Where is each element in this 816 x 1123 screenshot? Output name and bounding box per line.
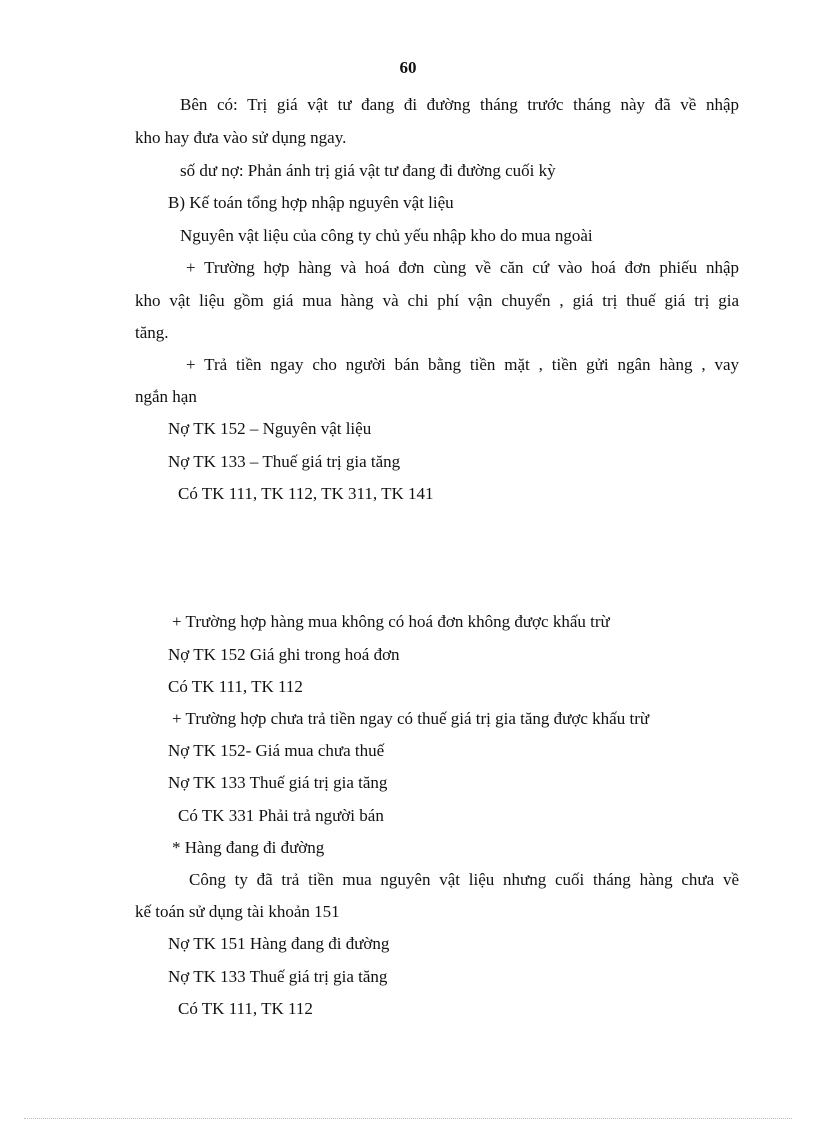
footer-divider xyxy=(24,1118,792,1119)
text-line: Nợ TK 133 Thuế giá trị gia tăng xyxy=(168,773,388,792)
text-line: Nợ TK 133 Thuế giá trị gia tăng xyxy=(168,967,388,986)
text-line: số dư nợ: Phản ánh trị giá vật tư đang đi đường cuối kỳ xyxy=(180,161,556,180)
text-line: + Trả tiền ngay cho người bán bằng tiền mặt , tiền gửi ngân hàng , vay xyxy=(186,355,739,374)
text-line: Bên có: Trị giá vật tư đang đi đường tháng trước tháng này đã về nhập xyxy=(180,95,739,114)
text-line: + Trường hợp hàng mua không có hoá đơn không được khấu trừ xyxy=(172,612,610,631)
text-line: kho hay đưa vào sử dụng ngay. xyxy=(135,128,347,147)
text-line: Nguyên vật liệu của công ty chủ yếu nhập kho do mua ngoài xyxy=(180,226,593,245)
text-line: * Hàng đang đi đường xyxy=(172,838,325,857)
text-line: kế toán sử dụng tài khoản 151 xyxy=(135,902,340,921)
text-line: Có TK 331 Phải trả người bán xyxy=(178,806,384,825)
text-line: + Trường hợp chưa trả tiền ngay có thuế giá trị gia tăng được khấu trừ xyxy=(172,709,650,728)
page-number: 60 xyxy=(399,58,417,77)
text-line: Nợ TK 152 Giá ghi trong hoá đơn xyxy=(168,645,400,664)
text-line: Nợ TK 133 – Thuế giá trị gia tăng xyxy=(168,452,401,471)
text-line: kho vật liệu gồm giá mua hàng và chi phí vận chuyển , giá trị thuế giá trị gia xyxy=(135,291,739,310)
text-line: Có TK 111, TK 112, TK 311, TK 141 xyxy=(178,484,434,503)
text-line: Có TK 111, TK 112 xyxy=(178,999,313,1018)
text-line: tăng. xyxy=(135,323,169,342)
text-line: Nợ TK 151 Hàng đang đi đường xyxy=(168,934,390,953)
text-line: Có TK 111, TK 112 xyxy=(168,677,303,696)
text-line: + Trường hợp hàng và hoá đơn cùng về căn cứ vào hoá đơn phiếu nhập xyxy=(186,258,739,277)
text-line: B) Kế toán tổng hợp nhập nguyên vật liệu xyxy=(168,193,454,212)
text-line: Nợ TK 152- Giá mua chưa thuế xyxy=(168,741,385,760)
text-line: ngắn hạn xyxy=(135,387,197,406)
text-line: Nợ TK 152 – Nguyên vật liệu xyxy=(168,419,372,438)
text-line: Công ty đã trả tiền mua nguyên vật liệu nhưng cuối tháng hàng chưa về xyxy=(189,870,739,889)
